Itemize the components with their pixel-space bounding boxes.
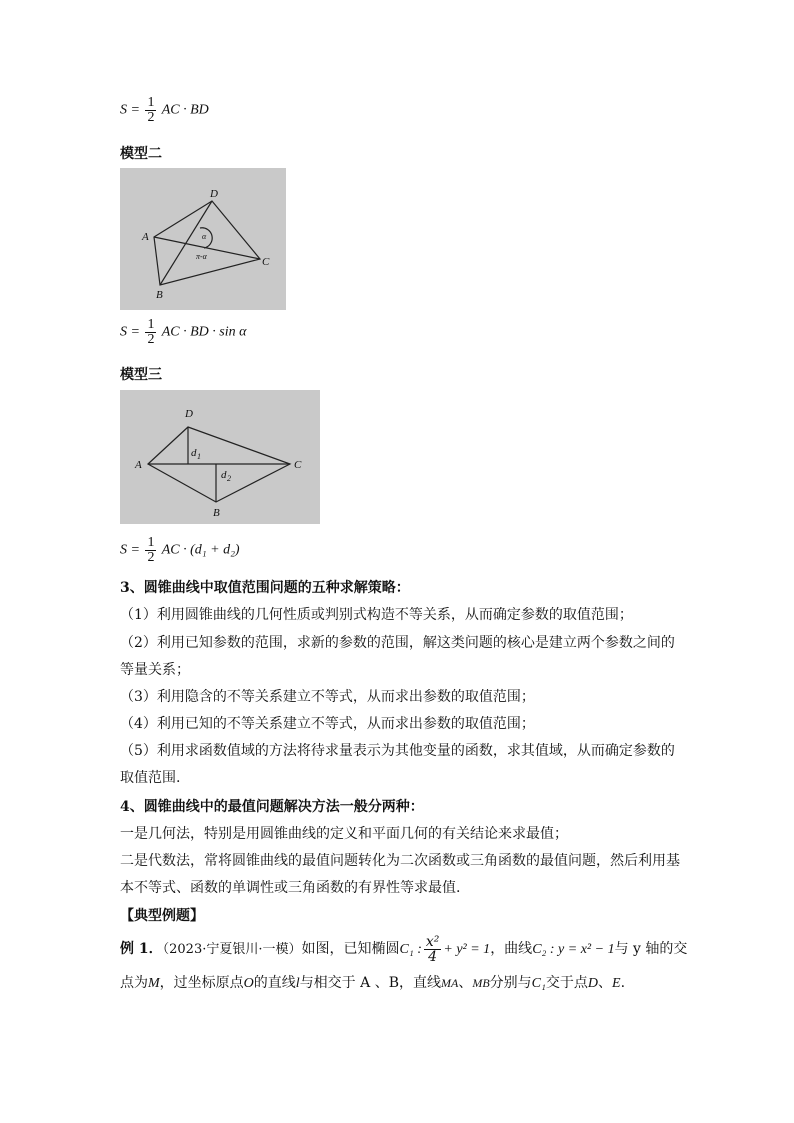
model2-title: 模型二 xyxy=(120,146,162,162)
section4-heading: 4、圆锥曲线中的最值问题解决方法一般分两种： xyxy=(120,799,424,815)
fraction-numerator: 1 xyxy=(147,95,155,110)
section3-item-4: （4）利用已知的不等关系建立不等式，从而求出参数的取值范围； xyxy=(120,716,535,732)
example1-text: 的直线 xyxy=(253,975,296,991)
formula-lhs: S = xyxy=(120,102,140,118)
formula-lhs: S = xyxy=(120,324,140,340)
label-C: C xyxy=(294,459,302,471)
ellipse-equation-rest: + y² = 1 xyxy=(443,942,491,957)
label-A: A xyxy=(135,459,142,471)
section3-item-5-cont: 取值范围. xyxy=(120,770,181,786)
formula-area-model1 xyxy=(120,96,209,125)
label-d1: d xyxy=(191,447,197,459)
label-d1-subscript: 1 xyxy=(197,452,201,461)
formula-lhs: S = xyxy=(120,542,140,558)
label-B: B xyxy=(156,289,163,301)
fraction-denominator: 2 xyxy=(147,550,155,565)
fraction-numerator: 1 xyxy=(147,535,155,550)
example1-text: ，过坐标原点 xyxy=(159,975,244,991)
line-MB: MB xyxy=(472,976,490,990)
fraction-denominator: 4 xyxy=(428,948,438,965)
example1-text: ，曲线 xyxy=(490,941,533,957)
section4-item-2-cont: 本不等式、函数的单调性或三角函数的有界性等求最值. xyxy=(120,880,461,896)
label-d2-subscript: 2 xyxy=(227,474,231,483)
point-O: O xyxy=(243,976,254,991)
section3-heading: 3、圆锥曲线中取值范围问题的五种求解策略： xyxy=(120,580,410,596)
model3-title: 模型三 xyxy=(120,367,162,383)
point-D: D xyxy=(587,976,598,991)
label-A: A xyxy=(142,231,149,243)
model3-figure xyxy=(120,390,320,524)
line-MA: MA xyxy=(441,976,459,990)
label-pi-minus-alpha: π-α xyxy=(196,252,207,261)
example1-text: 与相交于 A 、B，直线 xyxy=(299,975,441,991)
example1-line2 xyxy=(120,969,676,998)
examples-heading: 【典型例题】 xyxy=(120,908,204,924)
section3-item-5: （5）利用求函数值域的方法将待求量表示为其他变量的函数，求其值域，从而确定参数的 xyxy=(120,743,675,759)
fraction-numerator: 1 xyxy=(147,317,155,332)
example1-line1 xyxy=(120,932,688,967)
example1-text: 与 y 轴的交 xyxy=(614,941,688,957)
example1-source: （2023·宁夏银川·一模） xyxy=(162,942,302,957)
label-D: D xyxy=(210,188,218,200)
section3-item-2-cont: 等量关系； xyxy=(120,662,190,678)
example1-text: 如图，已知椭圆 xyxy=(301,941,400,957)
fraction-half xyxy=(145,536,156,565)
example1-text: 、 xyxy=(598,975,612,991)
section3-item-1: （1）利用圆锥曲线的几何性质或判别式构造不等关系，从而确定参数的取值范围； xyxy=(120,607,633,623)
example1-text: 交于点 xyxy=(545,975,588,991)
section3-item-2: （2）利用已知参数的范围，求新的参数的范围，解这类问题的核心是建立两个参数之间的 xyxy=(120,635,675,651)
model2-figure xyxy=(120,168,286,310)
example1-text: . xyxy=(620,975,626,991)
example1-text: 分别与 xyxy=(489,975,532,991)
label-d2: d xyxy=(221,469,227,481)
fraction-half xyxy=(145,96,156,125)
ellipse-name: C₁ : xyxy=(399,942,422,957)
example1-text: 点为 xyxy=(120,975,148,991)
label-D: D xyxy=(185,408,193,420)
label-alpha: α xyxy=(202,232,207,241)
point-E: E xyxy=(612,976,621,991)
example1-text: 、 xyxy=(458,975,473,991)
fraction-denominator: 2 xyxy=(147,110,155,125)
ellipse-C1: C₁ xyxy=(531,976,546,991)
formula-area-model2 xyxy=(120,318,246,347)
section4-item-2: 二是代数法，常将圆锥曲线的最值问题转化为二次函数或三角函数的最值问题，然后利用基 xyxy=(120,853,680,869)
example1-label: 例 1． xyxy=(120,941,163,957)
fraction-numerator: x² xyxy=(425,933,440,950)
formula-rhs: AC · BD xyxy=(161,102,209,118)
curve-equation: C₂ : y = x² − 1 xyxy=(532,942,615,957)
point-M: M xyxy=(148,976,160,991)
ellipse-fraction xyxy=(424,935,442,964)
formula-rhs: AC · BD · sin α xyxy=(161,324,247,340)
fraction-half xyxy=(145,318,156,347)
line-l: l xyxy=(295,976,300,991)
formula-rhs: AC · (d₁ + d₂) xyxy=(161,542,240,558)
label-C: C xyxy=(262,256,270,268)
section3-item-3: （3）利用隐含的不等关系建立不等式，从而求出参数的取值范围； xyxy=(120,689,535,705)
fraction-denominator: 2 xyxy=(147,332,155,347)
formula-area-model3 xyxy=(120,536,240,565)
section4-item-1: 一是几何法，特别是用圆锥曲线的定义和平面几何的有关结论来求最值； xyxy=(120,826,568,842)
label-B: B xyxy=(213,507,220,519)
